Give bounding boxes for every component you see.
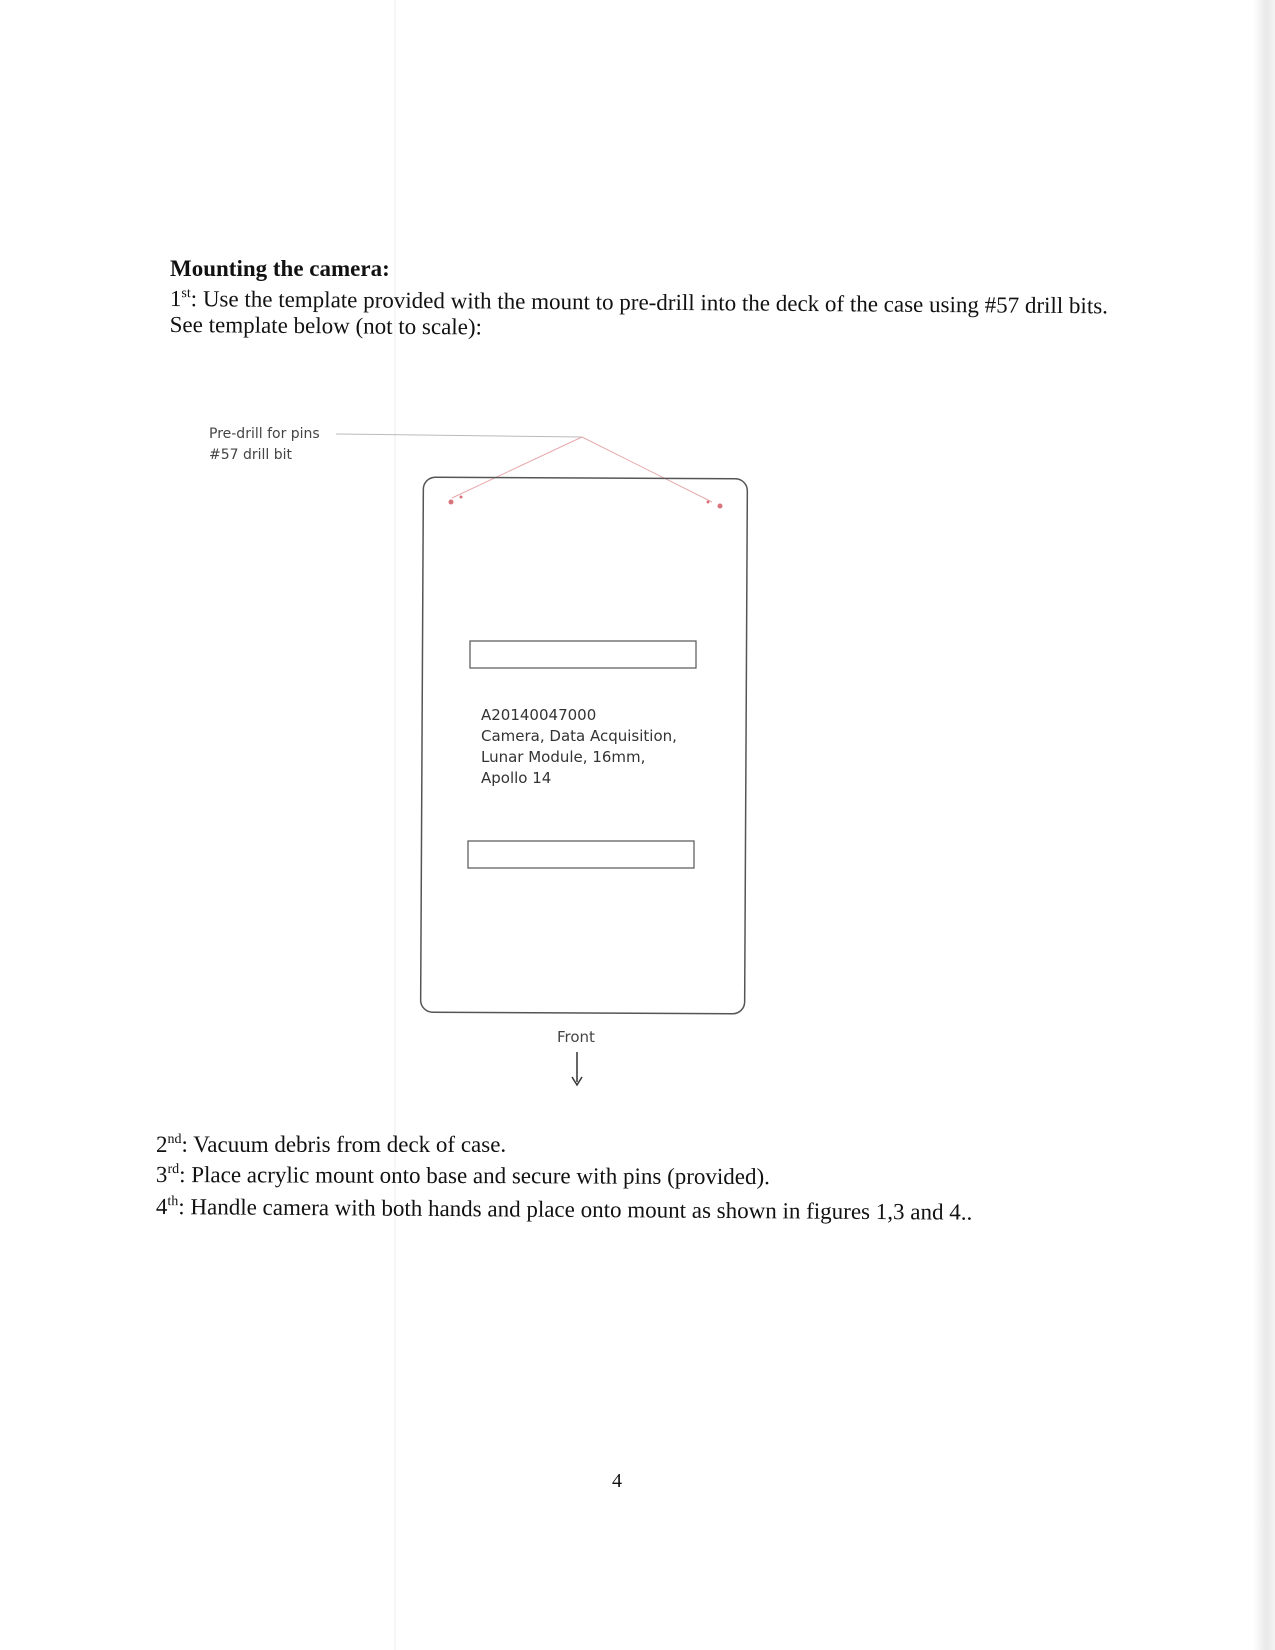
slot-top — [470, 641, 696, 668]
pin-pointer-right — [582, 437, 712, 502]
artifact-label — [481, 705, 677, 789]
artifact-desc-line-2: Lunar Module, 16mm, — [481, 748, 646, 766]
artifact-desc-line-1: Camera, Data Acquisition, — [481, 727, 677, 745]
artifact-desc-line-3: Apollo 14 — [481, 769, 552, 787]
step-3-text: : Place acrylic mount onto base and secure with pins (provided). — [179, 1162, 770, 1190]
step-4-suffix: th — [167, 1194, 179, 1210]
step-3-ordinal: 3 — [155, 1162, 168, 1188]
step-4-ordinal: 4 — [155, 1194, 168, 1220]
step-3-suffix: rd — [167, 1162, 180, 1178]
pin-hole-left-b — [460, 496, 463, 499]
pin-hole-right-b — [707, 501, 710, 504]
section-heading: Mounting the camera: — [170, 256, 390, 281]
pin-pointer-left — [452, 437, 582, 498]
step-4-text: : Handle camera with both hands and place onto mount as shown in figures 1,3 and 4.. — [178, 1194, 973, 1225]
callout-leader-line — [336, 434, 582, 437]
pin-hole-left — [449, 500, 454, 505]
front-label: Front — [557, 1028, 595, 1046]
step-1-ordinal: 1 — [169, 286, 182, 312]
callout-line-1: Pre-drill for pins — [209, 426, 320, 442]
step-2 — [156, 1132, 506, 1158]
artifact-id: A20140047000 — [481, 706, 597, 724]
step-1-suffix: st — [181, 286, 191, 302]
pin-hole-right — [718, 504, 723, 509]
predrill-callout — [209, 424, 320, 466]
step-2-text: : Vacuum debris from deck of case. — [181, 1132, 507, 1157]
step-2-suffix: nd — [167, 1132, 182, 1147]
page-number: 4 — [612, 1470, 622, 1492]
step-1-text: : Use the template provided with the mount to pre-drill into the deck of the case using #57 drill bits. See template below (not to scale): — [169, 286, 1109, 340]
step-2-ordinal: 2 — [156, 1132, 168, 1157]
slot-bottom — [468, 841, 694, 868]
step-3 — [156, 1162, 770, 1190]
callout-line-2: #57 drill bit — [209, 447, 293, 463]
